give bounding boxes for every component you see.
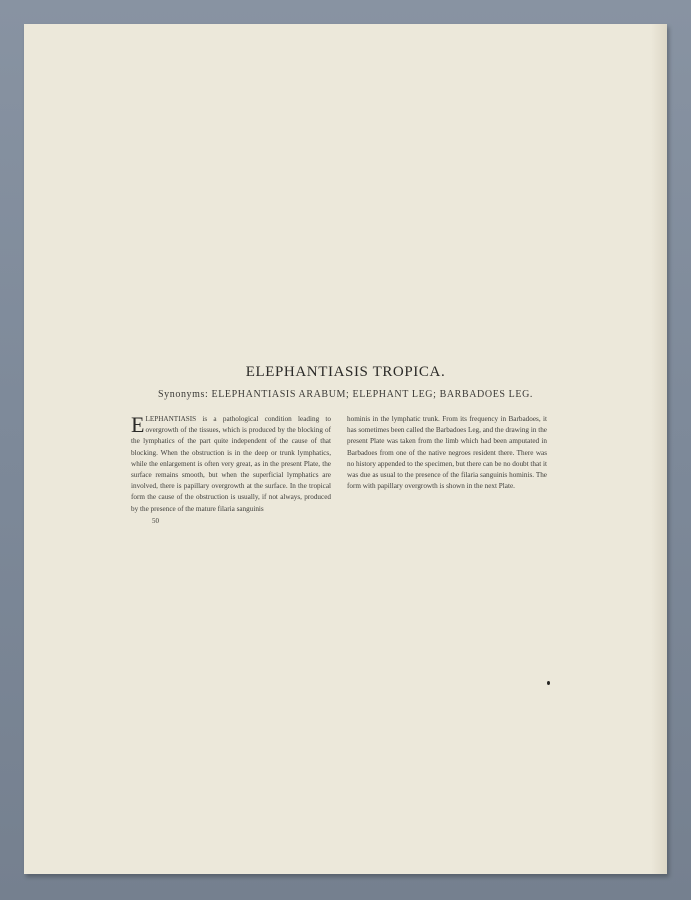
text-column-right: [347, 414, 547, 492]
drop-cap: E: [131, 412, 145, 437]
page-title: ELEPHANTIASIS TROPICA.: [245, 364, 446, 380]
left-column-text: LEPHANTIASIS is a pathological condition leading to overgrowth of the tissues, which is produced by the blocking of the lymphatics of the part quite independent of the cause of that blocking. When the obstruction is in the deep or trunk lymphatics, while the enlargement is often very great, as in the present Plate, the surface remains smooth, but when the superficial lymphatics are involved, there is papillary overgrowth at the surface. In the tropical form the cause of the obstruction is usually, if not always, produced by the presence of the mature filaria sanguinis: [131, 415, 331, 513]
text-column-left: [131, 414, 331, 515]
printed-page: [24, 24, 667, 874]
ink-spot: [547, 681, 550, 685]
page-number: 50: [152, 517, 159, 525]
synonyms-line: Synonyms: ELEPHANTIASIS ARABUM; ELEPHANT LEG; BARBADOES LEG.: [158, 389, 533, 400]
right-column-text: hominis in the lymphatic trunk. From its frequency in Barbadoes, it has sometimes been called the Barbadoes Leg, and the drawing in the present Plate was taken from the limb which had been amputated in Barbadoes from one of the native negroes resident there. There was no history appended to the specimen, but there can be no doubt that it was due as usual to the presence of the filaria sanguinis hominis. The form with papillary overgrowth is shown in the next Plate.: [347, 415, 548, 491]
page-edge-shadow: [651, 24, 667, 874]
